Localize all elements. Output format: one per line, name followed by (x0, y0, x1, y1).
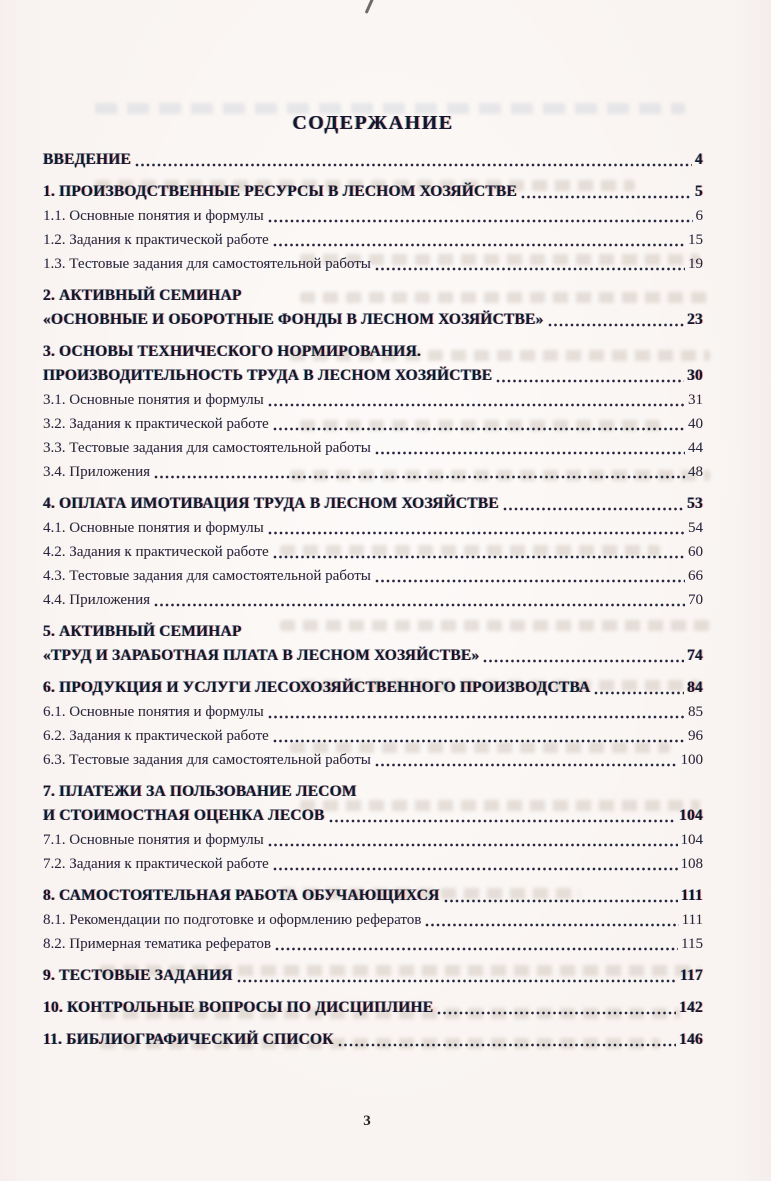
dot-leader (275, 946, 678, 952)
toc-entry-label: 1.3. Тестовые задания для самостоятельной работы (43, 256, 371, 272)
toc-entry (43, 804, 703, 828)
toc-entry (43, 436, 703, 460)
toc-entry (43, 676, 703, 700)
toc-entry (43, 204, 703, 228)
toc-entry-label: 6.2. Задания к практической работе (43, 728, 269, 744)
toc-entry (43, 724, 703, 748)
toc-entry-label: 7.1. Основные понятия и формулы (43, 832, 264, 848)
toc-entry-page: 70 (688, 592, 703, 608)
toc-entry (43, 780, 703, 804)
toc-entry (43, 996, 703, 1020)
toc-entry-page: 53 (687, 495, 703, 512)
toc-entry-label: ПРОИЗВОДИТЕЛЬНОСТЬ ТРУДА В ЛЕСНОМ ХОЗЯЙСТВЕ (43, 367, 493, 384)
dot-leader (268, 218, 693, 224)
toc-entry-page: 5 (695, 183, 703, 200)
toc-entry-label: ВВЕДЕНИЕ (43, 151, 132, 168)
toc-entry-page: 48 (688, 464, 703, 480)
dot-leader (437, 1010, 676, 1016)
toc-entry-page: 19 (688, 256, 703, 272)
toc-entry-page: 4 (695, 151, 703, 168)
toc-entry-label: 7. ПЛАТЕЖИ ЗА ПОЛЬЗОВАНИЕ ЛЕСОМ (43, 783, 357, 800)
toc-entry-label: 3. ОСНОВЫ ТЕХНИЧЕСКОГО НОРМИРОВАНИЯ. (43, 343, 422, 360)
toc-entry (43, 828, 703, 852)
toc-entry-label: 5. АКТИВНЫЙ СЕМИНАР (43, 623, 242, 640)
toc-entry (43, 340, 703, 364)
toc-entry-page: 60 (688, 544, 703, 560)
toc-entry-label: 6.1. Основные понятия и формулы (43, 704, 264, 720)
toc-entry-label: 3.2. Задания к практической работе (43, 416, 269, 432)
dot-leader (375, 450, 685, 456)
toc-entry-page: 96 (688, 728, 703, 744)
toc-entry-label: 1.2. Задания к практической работе (43, 232, 269, 248)
toc-entry-page: 31 (688, 392, 703, 408)
toc-entry (43, 644, 703, 668)
toc-entry (43, 492, 703, 516)
dot-leader (425, 922, 678, 928)
toc-entry-page: 108 (680, 856, 703, 872)
dot-leader (154, 474, 685, 480)
toc-entry-label: 6. ПРОДУКЦИЯ И УСЛУГИ ЛЕСОХОЗЯЙСТВЕННОГО ПРОИЗВОДСТВА (43, 679, 591, 696)
toc-entry-page: 111 (680, 887, 703, 904)
toc-entry-page: 66 (688, 568, 703, 584)
dot-leader (154, 602, 685, 608)
toc-entry (43, 412, 703, 436)
dot-leader (375, 762, 678, 768)
toc-entry-label: 9. ТЕСТОВЫЕ ЗАДАНИЯ (43, 967, 233, 984)
page-title: СОДЕРЖАНИЕ (292, 112, 454, 134)
toc-entry-label: 4. ОПЛАТА ИМОТИВАЦИЯ ТРУДА В ЛЕСНОМ ХОЗЯЙСТВЕ (43, 495, 499, 512)
toc-entry (43, 620, 703, 644)
toc-entry-label: «ОСНОВНЫЕ И ОБОРОТНЫЕ ФОНДЫ В ЛЕСНОМ ХОЗЯЙСТВЕ» (43, 311, 544, 328)
toc-entry-page: 146 (679, 1031, 703, 1048)
toc-entry-label: 3.3. Тестовые задания для самостоятельной работы (43, 440, 371, 456)
dot-leader (273, 554, 685, 560)
toc-entry (43, 516, 703, 540)
toc-entry-page: 23 (687, 311, 703, 328)
toc-entry-label: 1. ПРОИЗВОДСТВЕННЫЕ РЕСУРСЫ В ЛЕСНОМ ХОЗЯЙСТВЕ (43, 183, 518, 200)
dot-leader (273, 242, 685, 248)
scan-pen-mark (365, 0, 375, 14)
dot-leader (594, 690, 684, 696)
dot-leader (483, 658, 684, 664)
dot-leader (503, 506, 684, 512)
toc-entry-page: 115 (681, 936, 703, 952)
toc-entry (43, 588, 703, 612)
toc-entry-page: 40 (688, 416, 703, 432)
dot-leader (375, 266, 685, 272)
dot-leader (268, 842, 678, 848)
toc-entry (43, 1028, 703, 1052)
toc-entry-page: 6 (695, 208, 703, 224)
toc-entry-page: 104 (680, 832, 703, 848)
toc-entry-label: 4.1. Основные понятия и формулы (43, 520, 264, 536)
toc-entry-label: 8. САМОСТОЯТЕЛЬНАЯ РАБОТА ОБУЧАЮЩИХСЯ (43, 887, 440, 904)
toc-entry-label: 4.4. Приложения (43, 592, 150, 608)
toc-entry-page: 44 (688, 440, 703, 456)
toc-entry-label: 11. БИБЛИОГРАФИЧЕСКИЙ СПИСОК (43, 1031, 334, 1048)
dot-leader (268, 530, 685, 536)
dot-leader (268, 402, 685, 408)
toc-entry (43, 284, 703, 308)
toc-entry-label: 4.3. Тестовые задания для самостоятельной работы (43, 568, 371, 584)
dot-leader (237, 978, 677, 984)
toc-entry-page: 85 (688, 704, 703, 720)
toc-list (43, 148, 703, 1052)
toc-entry (43, 252, 703, 276)
toc-content (43, 112, 703, 1052)
toc-entry-label: 2. АКТИВНЫЙ СЕМИНАР (43, 287, 242, 304)
toc-entry (43, 564, 703, 588)
toc-entry-label: «ТРУД И ЗАРАБОТНАЯ ПЛАТА В ЛЕСНОМ ХОЗЯЙСТВЕ» (43, 647, 480, 664)
toc-entry-label: 4.2. Задания к практической работе (43, 544, 269, 560)
toc-entry (43, 460, 703, 484)
toc-entry (43, 852, 703, 876)
toc-entry-label: 8.2. Примерная тематика рефератов (43, 936, 271, 952)
dot-leader (444, 898, 678, 904)
toc-entry (43, 932, 703, 956)
dot-leader (338, 1042, 676, 1048)
page-number: 3 (363, 1113, 371, 1129)
dot-leader (521, 194, 692, 200)
dot-leader (268, 714, 685, 720)
toc-entry (43, 228, 703, 252)
toc-entry-label: И СТОИМОСТНАЯ ОЦЕНКА ЛЕСОВ (43, 807, 325, 824)
toc-entry-page: 84 (687, 679, 703, 696)
toc-entry-page: 30 (687, 367, 703, 384)
toc-entry-page: 100 (680, 752, 703, 768)
toc-entry-page: 117 (680, 967, 703, 984)
dot-leader (375, 578, 685, 584)
dot-leader (273, 866, 678, 872)
dot-leader (135, 162, 692, 168)
toc-entry (43, 540, 703, 564)
toc-entry-label: 7.2. Задания к практической работе (43, 856, 269, 872)
toc-entry-label: 10. КОНТРОЛЬНЫЕ ВОПРОСЫ ПО ДИСЦИПЛИНЕ (43, 999, 434, 1016)
toc-entry (43, 748, 703, 772)
dot-leader (496, 378, 684, 384)
toc-entry-page: 104 (679, 807, 703, 824)
dot-leader (329, 818, 677, 824)
toc-entry-page: 142 (679, 999, 703, 1016)
toc-entry (43, 964, 703, 988)
toc-entry (43, 908, 703, 932)
toc-entry (43, 148, 703, 172)
toc-entry-label: 3.4. Приложения (43, 464, 150, 480)
toc-entry (43, 364, 703, 388)
dot-leader (273, 738, 685, 744)
toc-entry-label: 6.3. Тестовые задания для самостоятельной работы (43, 752, 371, 768)
toc-entry-page: 15 (688, 232, 703, 248)
toc-entry-page: 74 (687, 647, 703, 664)
toc-entry (43, 884, 703, 908)
dot-leader (273, 426, 685, 432)
toc-entry-label: 8.1. Рекомендации по подготовке и оформлению рефератов (43, 912, 422, 928)
toc-entry (43, 180, 703, 204)
dot-leader (548, 322, 685, 328)
toc-entry-page: 111 (681, 912, 703, 928)
toc-entry (43, 700, 703, 724)
toc-entry-page: 54 (688, 520, 703, 536)
toc-entry (43, 308, 703, 332)
toc-entry (43, 388, 703, 412)
toc-entry-label: 1.1. Основные понятия и формулы (43, 208, 264, 224)
toc-entry-label: 3.1. Основные понятия и формулы (43, 392, 264, 408)
